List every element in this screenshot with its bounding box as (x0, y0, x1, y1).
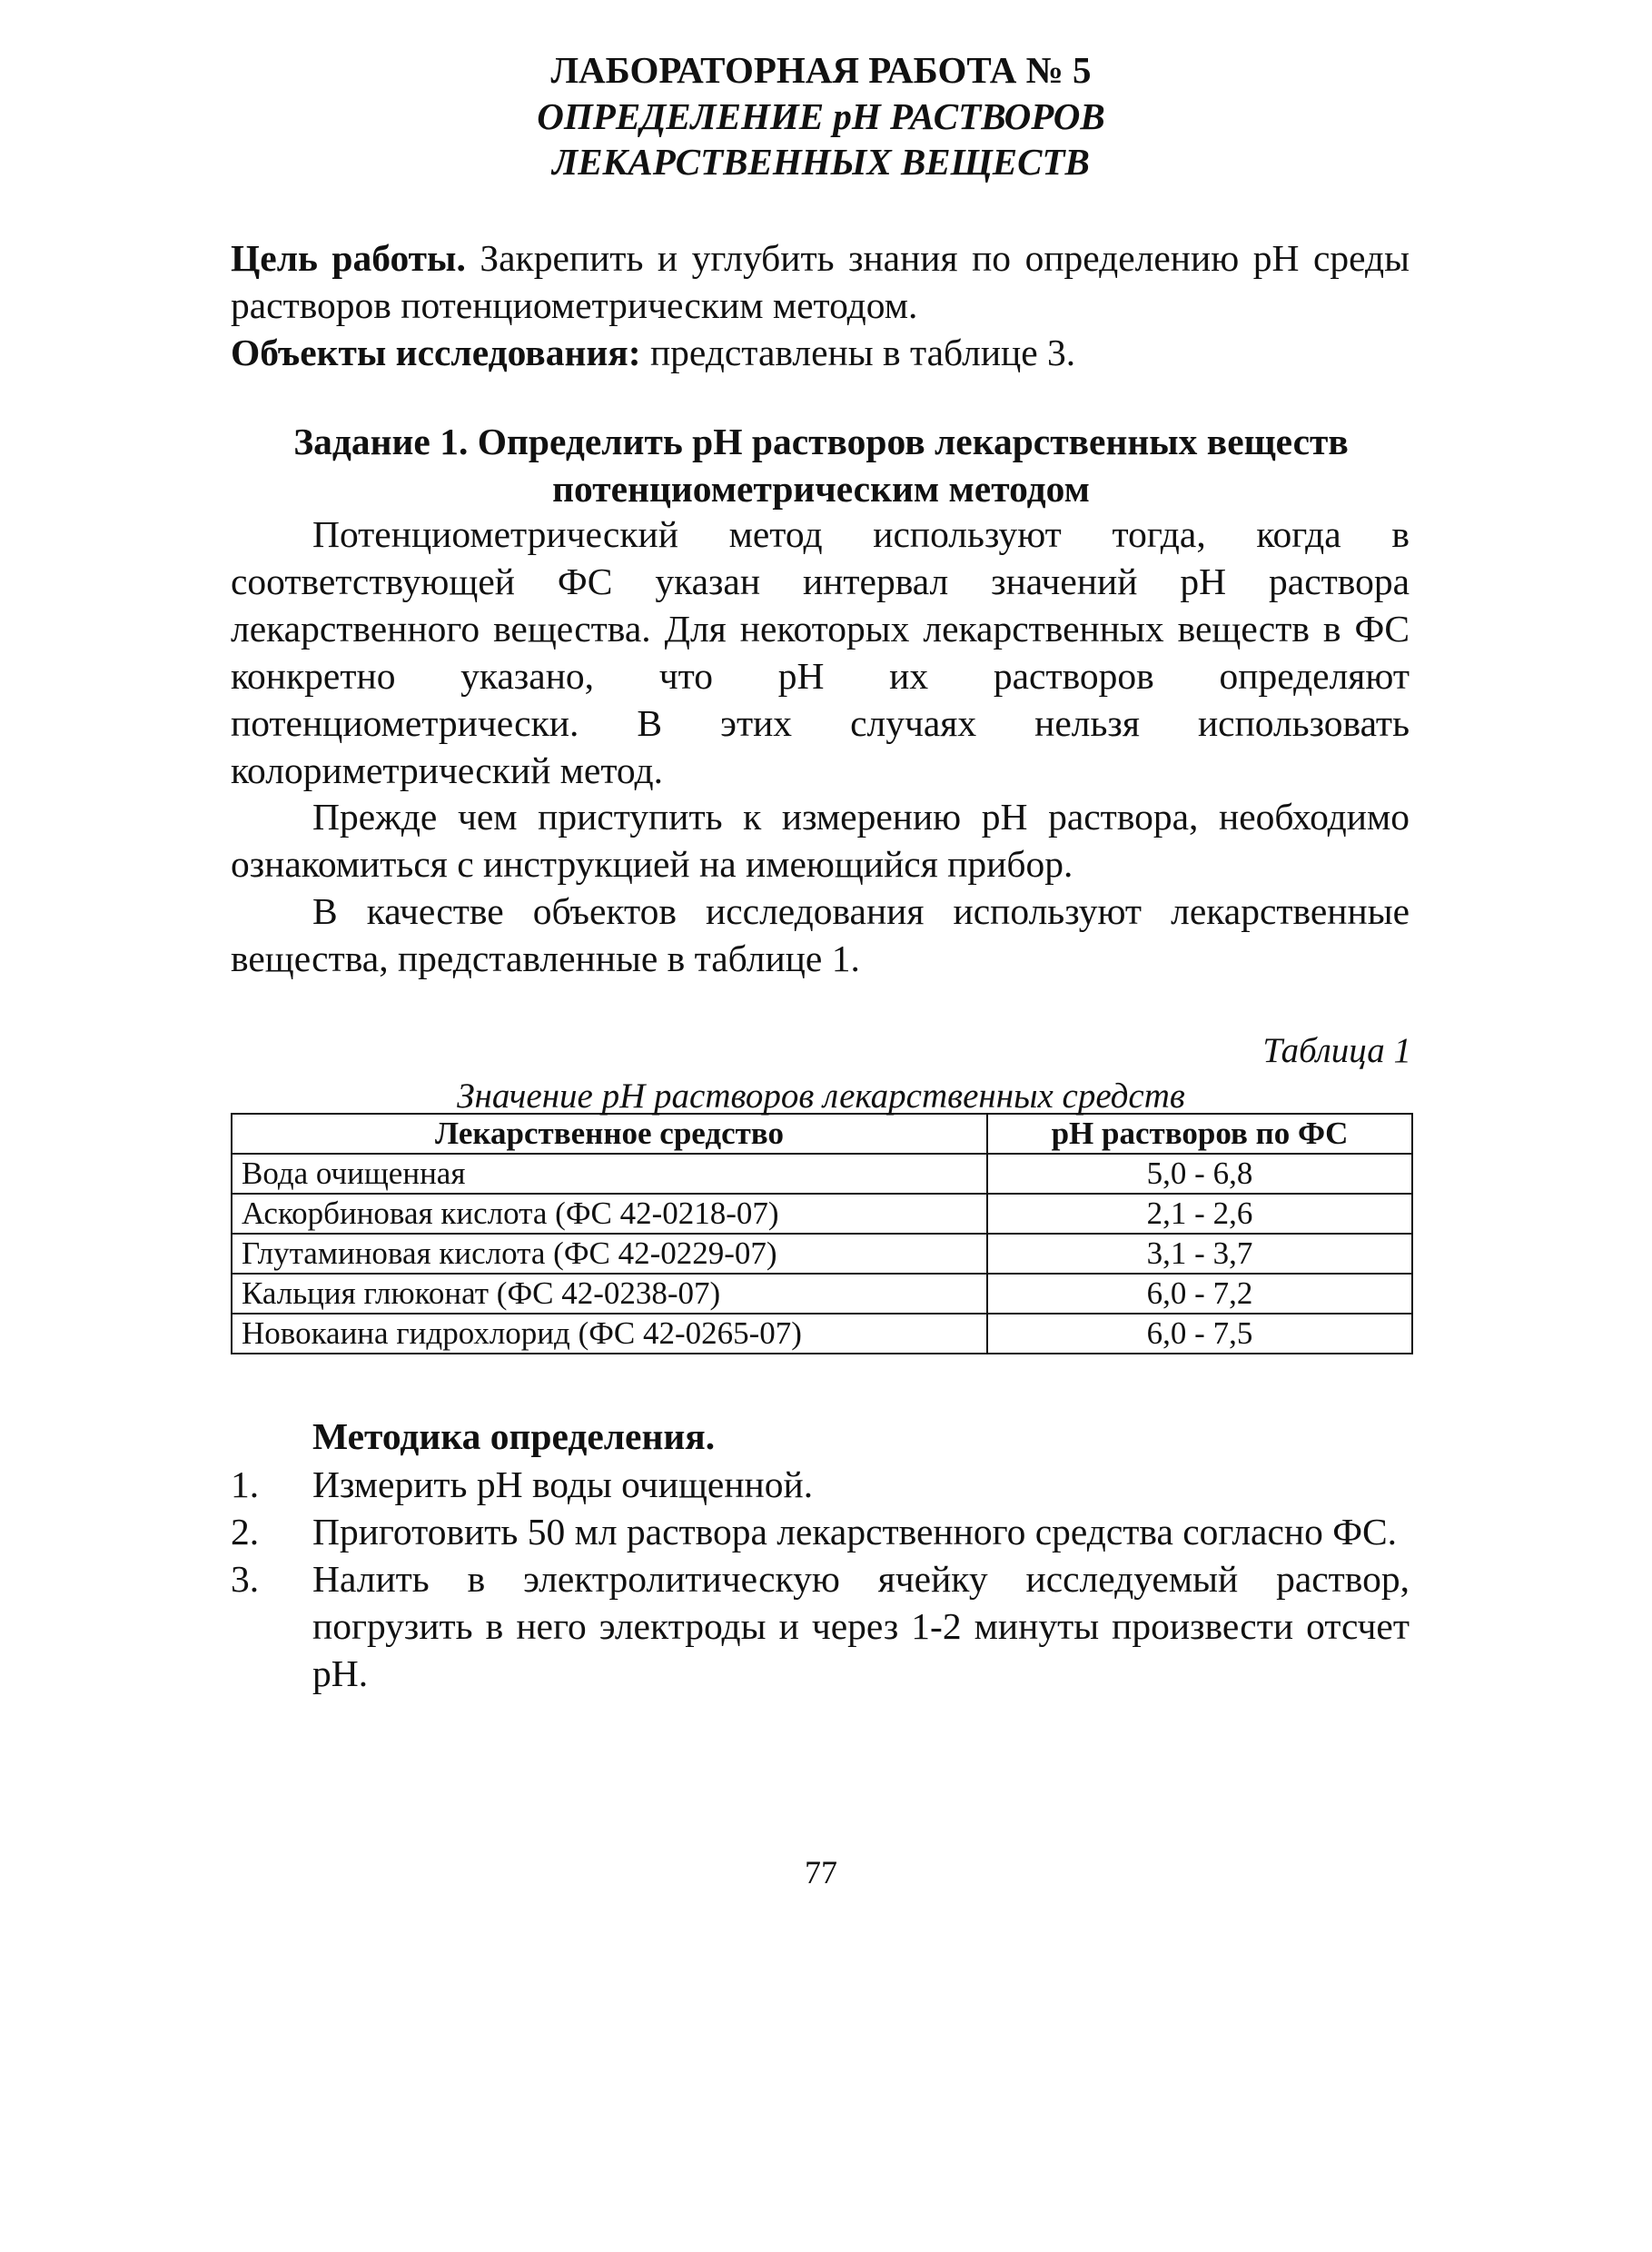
table-cell-drug: Кальция глюконат (ФС 42-0238-07) (232, 1274, 987, 1314)
table-header-ph: pH растворов по ФС (987, 1114, 1412, 1154)
paragraph-research-objects: В качестве объектов исследования используют лекарственные вещества, представленные в таблице 1. (231, 890, 1410, 979)
table-cell-drug: Новокаина гидрохлорид (ФС 42-0265-07) (232, 1314, 987, 1354)
paragraph-instrument-instruction: Прежде чем приступить к измерению pH раствора, необходимо ознакомиться с инструкцией на имеющийся прибор. (231, 796, 1410, 885)
list-item (231, 1555, 1410, 1697)
page-number: 77 (805, 1854, 837, 1890)
table-cell-ph: 5,0 - 6,8 (987, 1154, 1412, 1194)
method-heading: Методика определения. (312, 1415, 716, 1457)
table-row (232, 1314, 1412, 1354)
step-text: Приготовить 50 мл раствора лекарственного средства согласно ФС. (312, 1511, 1398, 1553)
step-text: Налить в электролитическую ячейку исследуемый раствор, погрузить в него электроды и через 1-2 минуты произвести отсчет pH. (312, 1558, 1410, 1694)
step-number: 3. (231, 1558, 260, 1600)
table-caption: Значение pH растворов лекарственных средств (457, 1076, 1185, 1116)
table-row (232, 1234, 1412, 1274)
goal-paragraph (231, 234, 1410, 329)
table-cell-ph: 3,1 - 3,7 (987, 1234, 1412, 1274)
step-number: 1. (231, 1463, 260, 1505)
list-item (231, 1508, 1410, 1555)
table-cell-ph: 6,0 - 7,2 (987, 1274, 1412, 1314)
lab-work-subtitle-line2: ЛЕКАРСТВЕННЫХ ВЕЩЕСТВ (552, 141, 1090, 183)
objects-label: Объекты исследования: (231, 332, 641, 373)
table-header-row (232, 1114, 1412, 1154)
task-heading-line2: потенциометрическим методом (552, 468, 1090, 510)
paragraph-method-description: Потенциометрический метод используют тогда, когда в соответствующей ФС указан интервал значений pH раствора лекарственного вещества. Для некоторых лекарственных веществ в ФС конкретно указано, что pH их растворов определяют потенциометрически. В этих случаях нельзя использовать колориметрический метод. (231, 513, 1410, 791)
goal-label: Цель работы. (231, 237, 466, 279)
goal-text: Закрепить и углубить знания по определению pH среды растворов потенциометрическим методом. (231, 237, 1410, 326)
table-row (232, 1274, 1412, 1314)
task-heading-line1: Задание 1. Определить pH растворов лекарственных веществ (293, 421, 1349, 462)
step-number: 2. (231, 1511, 260, 1553)
table-row (232, 1194, 1412, 1234)
objects-paragraph (231, 329, 1410, 376)
table-cell-drug: Аскорбиновая кислота (ФС 42-0218-07) (232, 1194, 987, 1234)
table-cell-drug: Вода очищенная (232, 1154, 987, 1194)
step-text: Измерить pH воды очищенной. (312, 1463, 814, 1505)
table-row (232, 1154, 1412, 1194)
table-cell-drug: Глутаминовая кислота (ФС 42-0229-07) (232, 1234, 987, 1274)
table-cell-ph: 2,1 - 2,6 (987, 1194, 1412, 1234)
task-heading (231, 418, 1411, 512)
ph-values-table (231, 1113, 1413, 1354)
table-cell-ph: 6,0 - 7,5 (987, 1314, 1412, 1354)
table-number: Таблица 1 (1262, 1031, 1411, 1070)
lab-work-title: ЛАБОРАТОРНАЯ РАБОТА № 5 (550, 49, 1092, 91)
objects-text: представлены в таблице 3. (640, 332, 1076, 373)
method-steps-list (231, 1461, 1410, 1697)
list-item (231, 1461, 1410, 1508)
lab-work-subtitle-line1: ОПРЕДЕЛЕНИЕ pH РАСТВОРОВ (537, 95, 1105, 137)
table-header-drug: Лекарственное средство (232, 1114, 987, 1154)
